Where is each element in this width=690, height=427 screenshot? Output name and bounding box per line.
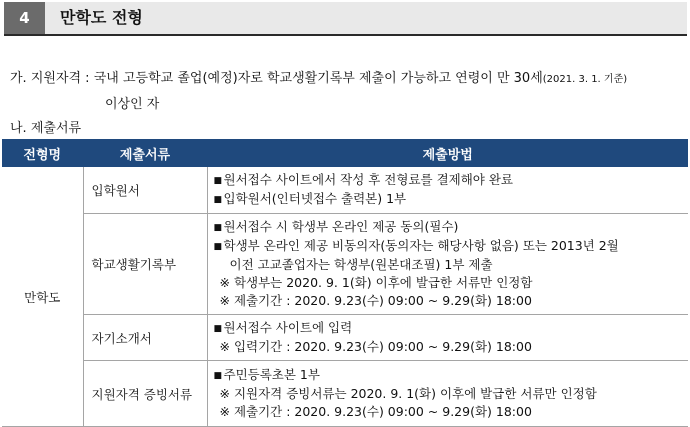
method-cell [207, 214, 688, 315]
section-number: 4 [4, 2, 45, 34]
list-item-continuation: 이전 고교졸업자는 학생부(원본대조필) 1부 제출 [229, 257, 493, 272]
section-header [4, 2, 687, 36]
qualification-line [10, 67, 627, 86]
header-type: 전형명 [2, 140, 83, 167]
list-item: ■원서접수 사이트에서 작성 후 전형료를 결제해야 완료 [214, 171, 683, 190]
method-cell [207, 315, 688, 361]
documents-table [2, 139, 688, 427]
note-text: ※ 지원자격 증빙서류는 2020. 9. 1(화) 이후에 발급한 서류만 인정함 [219, 386, 597, 401]
note-text: ※ 입력기간 : 2020. 9.23(수) 09:00 ~ 9.29(화) 18:00 [219, 339, 532, 354]
table-row [2, 214, 688, 315]
header-document: 제출서류 [83, 140, 207, 167]
qualification-text: 국내 고등학교 졸업(예정)자로 학교생활기록부 제출이 가능하고 연령이 만 30세 [93, 71, 543, 86]
note-text: ※ 학생부는 2020. 9. 1(화) 이후에 발급한 서류만 인정함 [219, 275, 533, 290]
square-bullet-icon: ■ [213, 324, 223, 334]
note-text: ※ 제출기간 : 2020. 9.23(수) 09:00 ~ 9.29(화) 18:00 [219, 404, 532, 419]
method-cell [207, 361, 688, 427]
table-row [2, 361, 688, 427]
qualification-date-note: (2021. 3. 1. 기준) [542, 74, 628, 85]
section-title: 만학도 전형 [60, 8, 143, 27]
list-item: ■원서접수 시 학생부 온라인 제공 동의(필수) [214, 218, 683, 237]
list-item: ■원서접수 사이트에 입력 [214, 319, 683, 338]
document-cell: 학교생활기록부 [83, 214, 207, 315]
method-cell [207, 167, 688, 214]
square-bullet-icon: ■ [213, 176, 223, 186]
table-row [2, 167, 688, 214]
square-bullet-icon: ■ [213, 242, 223, 252]
document-cell: 자기소개서 [83, 315, 207, 361]
square-bullet-icon: ■ [213, 223, 223, 233]
documents-heading: 나. 제출서류 [10, 121, 82, 136]
document-cell: 입학원서 [83, 167, 207, 214]
table-row [2, 315, 688, 361]
list-item: ■학생부 온라인 제공 비동의자(동의자는 해당사항 없음) 또는 2013년 2월 [214, 237, 683, 256]
table-header-row [2, 140, 688, 167]
square-bullet-icon: ■ [213, 371, 223, 381]
list-item: ■주민등록초본 1부 [214, 366, 683, 385]
type-name-cell: 만학도 [2, 167, 83, 427]
square-bullet-icon: ■ [213, 195, 223, 205]
qualification-label: 가. 지원자격 : [10, 71, 90, 86]
document-cell: 지원자격 증빙서류 [83, 361, 207, 427]
note-text: ※ 제출기간 : 2020. 9.23(수) 09:00 ~ 9.29(화) 18:00 [219, 293, 532, 308]
header-method: 제출방법 [207, 140, 688, 167]
list-item: ■입학원서(인터넷접수 출력본) 1부 [214, 190, 683, 209]
qualification-continuation: 이상인 자 [105, 97, 160, 112]
